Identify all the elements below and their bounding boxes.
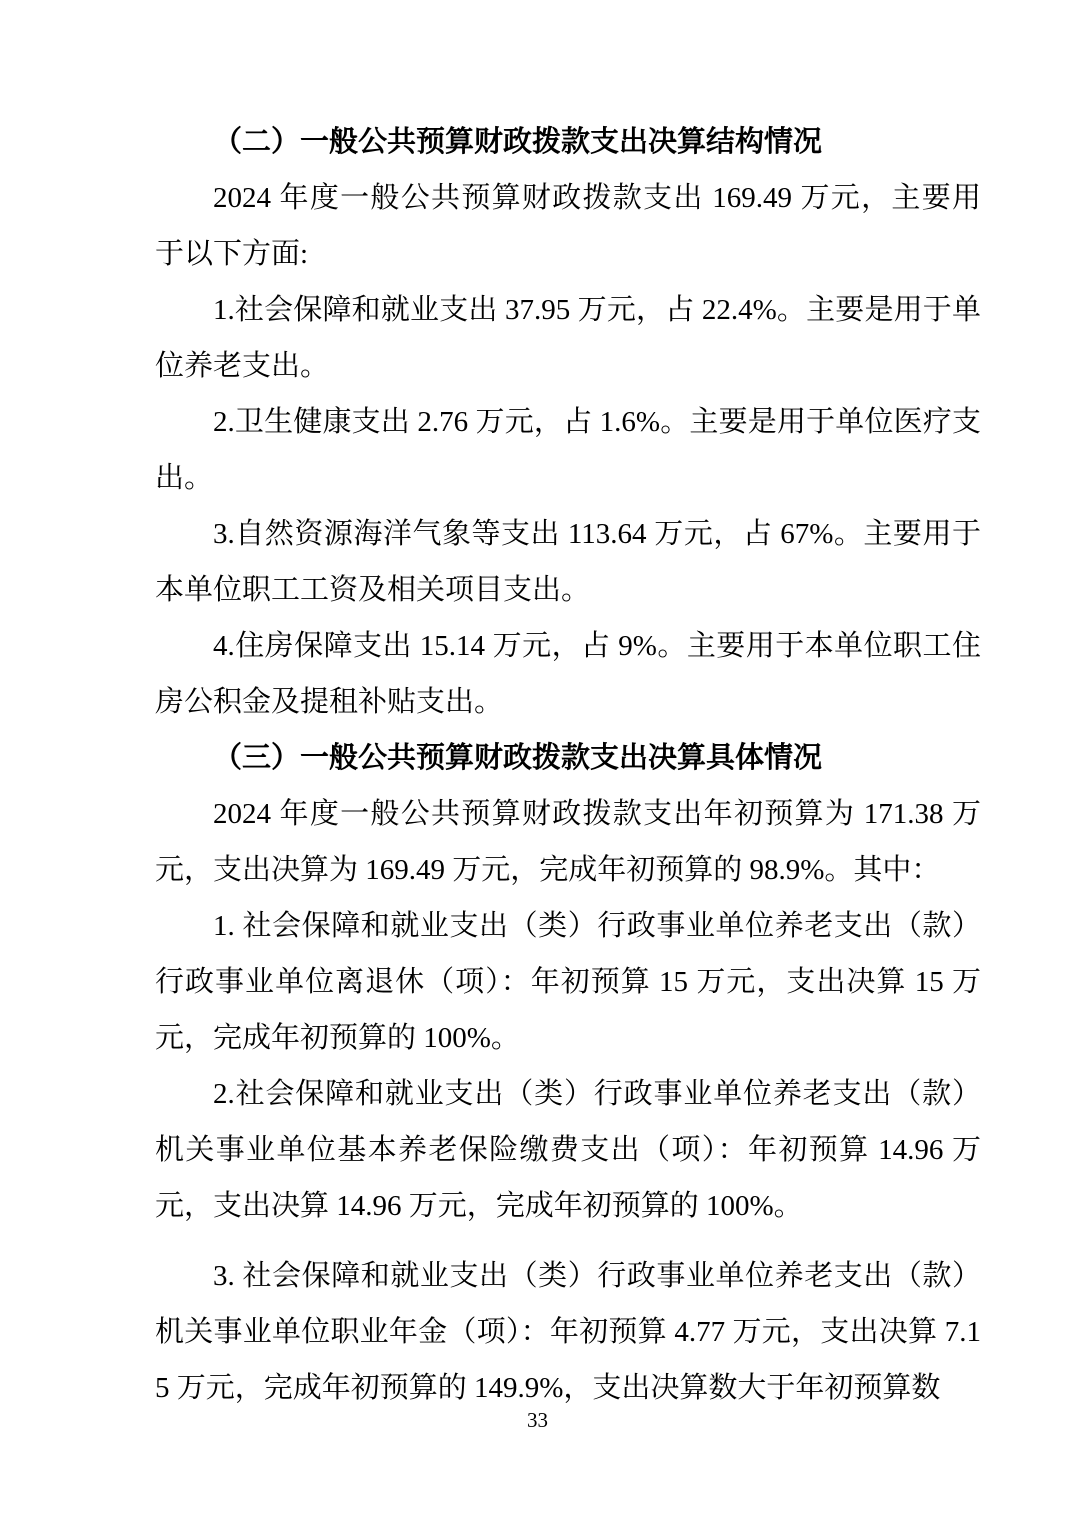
section-two-item-4: 4.住房保障支出 15.14 万元，占 9%。主要用于本单位职工住房公积金及提租补贴支出。 bbox=[155, 630, 981, 718]
section-two-item-3: 3.自然资源海洋气象等支出 113.64 万元，占 67%。主要用于本单位职工工资及相关项目支出。 bbox=[155, 518, 981, 606]
document-body bbox=[155, 114, 981, 1416]
section-two-item-1: 1.社会保障和就业支出 37.95 万元，占 22.4%。主要是用于单位养老支出。 bbox=[155, 294, 981, 382]
section-three-item-3: 3. 社会保障和就业支出（类）行政事业单位养老支出（款）机关事业单位职业年金（项）：年初预算 4.77 万元，支出决算 7.15 万元，完成年初预算的 149.9%，支出决算数大于年初预算数 bbox=[155, 1260, 981, 1404]
page-number: 33 bbox=[527, 1408, 548, 1432]
section-three-item-1: 1. 社会保障和就业支出（类）行政事业单位养老支出（款）行政事业单位离退休（项）：年初预算 15 万元，支出决算 15 万元，完成年初预算的 100%。 bbox=[155, 910, 981, 1054]
section-two-item-2: 2.卫生健康支出 2.76 万元，占 1.6%。主要是用于单位医疗支出。 bbox=[155, 406, 981, 494]
section-three-heading: （三）一般公共预算财政拨款支出决算具体情况 bbox=[213, 742, 823, 774]
section-two-heading: （二）一般公共预算财政拨款支出决算结构情况 bbox=[213, 126, 823, 158]
section-three-item-2: 2.社会保障和就业支出（类）行政事业单位养老支出（款） 机关事业单位基本养老保险缴费支出（项）：年初预算 14.96 万元，支出决算 14.96 万元，完成年初预算的 100%。 bbox=[155, 1078, 981, 1222]
section-two-intro-paragraph: 2024 年度一般公共预算财政拨款支出 169.49 万元，主要用于以下方面: bbox=[155, 182, 981, 270]
section-three-intro-paragraph: 2024 年度一般公共预算财政拨款支出年初预算为 171.38 万元，支出决算为 169.49 万元，完成年初预算的 98.9%。其中： bbox=[155, 798, 981, 886]
